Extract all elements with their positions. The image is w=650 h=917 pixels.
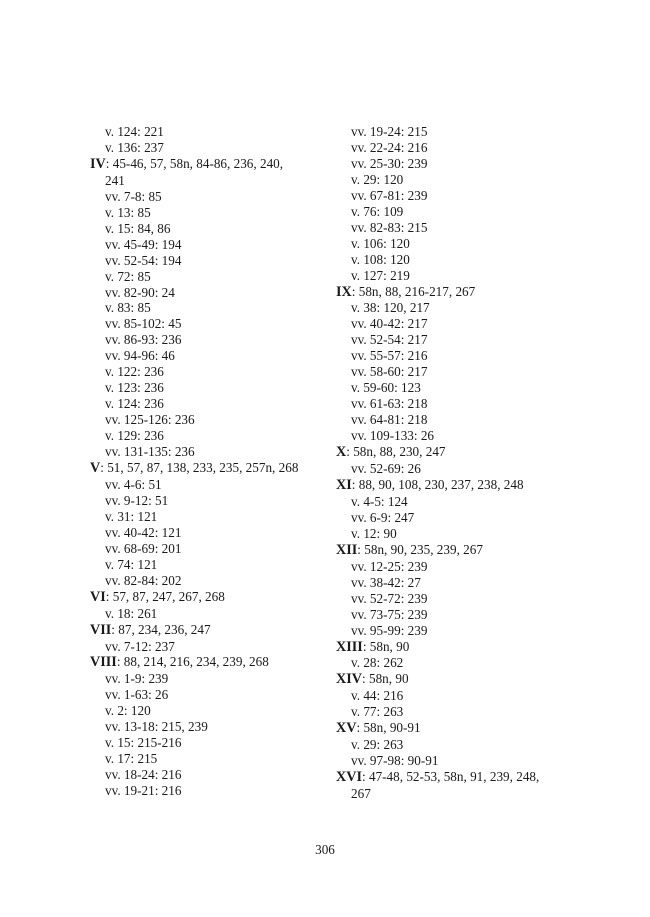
index-subentry: v. 124: 221	[105, 124, 164, 139]
index-subentry: vv. 52-54: 194	[105, 252, 182, 268]
heading-page-refs: : 58n, 88, 216-217, 267	[351, 283, 476, 299]
canto-numeral: VI	[90, 588, 106, 605]
index-subentry: vv. 40-42: 217	[351, 316, 428, 332]
index-subentry: vv. 45-49: 194	[105, 236, 182, 252]
heading-page-refs: : 58n, 90, 235, 239, 267	[357, 541, 483, 557]
index-heading-entry	[336, 444, 581, 461]
index-subentry: vv. 9-12: 51	[105, 492, 169, 508]
canto-numeral: XII	[336, 541, 358, 558]
index-subentry: v. 18: 261	[105, 605, 158, 621]
index-subentry: v. 83: 85	[105, 300, 151, 316]
canto-numeral: XIII	[336, 638, 363, 655]
index-heading-entry	[336, 769, 581, 786]
heading-page-refs: : 58n, 90-91	[356, 720, 421, 736]
canto-numeral: V	[90, 460, 101, 477]
canto-numeral: VII	[90, 621, 112, 638]
index-subentry: vv. 67-81: 239	[351, 187, 428, 203]
canto-numeral: X	[336, 444, 347, 461]
heading-page-refs: : 87, 234, 236, 247	[111, 621, 211, 637]
index-subentry: v. 124: 236	[105, 396, 164, 412]
index-subentry: vv. 97-98: 90-91	[351, 753, 439, 769]
index-subentry: vv. 68-69: 201	[105, 540, 182, 556]
index-heading-entry	[90, 654, 335, 671]
index-subentry: vv. 85-102: 45	[105, 316, 182, 332]
index-heading-entry	[336, 542, 581, 559]
index-heading-entry	[336, 720, 581, 737]
index-subentry: vv. 12-25: 239	[351, 558, 428, 574]
index-subentry: v. 15: 84, 86	[105, 220, 171, 236]
index-subentry: vv. 64-81: 218	[351, 412, 428, 428]
canto-numeral: XI	[336, 476, 352, 493]
index-subentry: v. 74: 121	[105, 556, 158, 572]
index-subentry: v. 4-5: 124	[351, 493, 408, 509]
index-subentry: v. 59-60: 123	[351, 380, 421, 396]
index-column-left	[90, 124, 335, 799]
index-subentry: vv. 1-9: 239	[105, 671, 169, 687]
index-subentry: vv. 55-57: 216	[351, 348, 428, 364]
index-subentry: v. 12: 90	[351, 525, 397, 541]
index-continuation-line: 267	[351, 786, 371, 802]
index-subentry: v. 127: 219	[351, 267, 410, 283]
index-heading-entry	[90, 156, 335, 173]
heading-page-refs: : 88, 90, 108, 230, 237, 238, 248	[351, 476, 524, 492]
index-subentry: v. 122: 236	[105, 364, 164, 380]
index-subentry: v. 17: 215	[105, 751, 158, 767]
heading-page-refs: : 58n, 90	[362, 671, 409, 687]
index-subentry: v. 77: 263	[351, 704, 404, 720]
index-subentry: v. 72: 85	[105, 268, 151, 284]
heading-page-refs: : 57, 87, 247, 267, 268	[105, 588, 225, 604]
index-subentry: v. 129: 236	[105, 428, 164, 444]
index-heading-entry	[336, 477, 581, 494]
index-subentry: v. 31: 121	[105, 508, 158, 524]
index-subentry: vv. 73-75: 239	[351, 606, 428, 622]
index-subentry: vv. 38-42: 27	[351, 574, 421, 590]
index-subentry: v. 29: 263	[351, 737, 404, 753]
index-subentry: vv. 58-60: 217	[351, 364, 428, 380]
index-heading-entry	[336, 671, 581, 688]
index-subentry: vv. 52-54: 217	[351, 332, 428, 348]
index-subentry: vv. 131-135: 236	[105, 444, 195, 460]
index-continuation-line: 241	[105, 172, 125, 188]
canto-numeral: XV	[336, 720, 357, 737]
index-subentry: v. 136: 237	[105, 139, 164, 155]
index-heading-entry	[90, 622, 335, 639]
index-subentry: vv. 7-12: 237	[105, 638, 175, 654]
index-column-right	[336, 124, 581, 802]
index-subentry: vv. 125-126: 236	[105, 412, 195, 428]
index-heading-entry	[336, 284, 581, 301]
index-subentry: vv. 19-21: 216	[105, 783, 182, 799]
index-subentry: v. 106: 120	[351, 235, 410, 251]
index-subentry: vv. 25-30: 239	[351, 155, 428, 171]
canto-numeral: IX	[336, 283, 352, 300]
index-subentry: v. 2: 120	[105, 703, 151, 719]
index-subentry: vv. 109-133: 26	[351, 428, 435, 444]
index-subentry: vv. 95-99: 239	[351, 622, 428, 638]
heading-page-refs: : 58n, 88, 230, 247	[346, 444, 446, 460]
page-number: 306	[315, 842, 335, 857]
index-subentry: vv. 52-72: 239	[351, 590, 428, 606]
heading-page-refs: : 58n, 90	[362, 638, 410, 654]
heading-page-refs: : 45-46, 57, 58n, 84-86, 236, 240,	[105, 155, 284, 171]
index-subentry: vv. 86-93: 236	[105, 332, 182, 348]
index-subentry: vv. 82-83: 215	[351, 219, 428, 235]
heading-page-refs: : 88, 214, 216, 234, 239, 268	[116, 654, 269, 670]
index-subentry: v. 76: 109	[351, 203, 404, 219]
index-subentry: vv. 82-84: 202	[105, 572, 182, 588]
index-subentry: v. 15: 215-216	[105, 735, 182, 751]
index-subentry: vv. 4-6: 51	[105, 476, 162, 492]
index-subentry: v. 13: 85	[105, 204, 151, 220]
index-subentry: vv. 40-42: 121	[105, 524, 182, 540]
index-subentry: vv. 19-24: 215	[351, 124, 428, 139]
index-subentry: vv. 52-69: 26	[351, 461, 421, 477]
canto-numeral: IV	[90, 155, 106, 172]
index-subentry: v. 108: 120	[351, 251, 410, 267]
index-subentry: v. 44: 216	[351, 688, 404, 704]
canto-numeral: XVI	[336, 769, 363, 786]
index-subentry: vv. 61-63: 218	[351, 396, 428, 412]
heading-page-refs: : 47-48, 52-53, 58n, 91, 239, 248,	[362, 769, 540, 785]
index-subentry: v. 28: 262	[351, 655, 404, 671]
index-subentry: v. 123: 236	[105, 380, 164, 396]
index-subentry: vv. 1-63: 26	[105, 687, 169, 703]
canto-numeral: XIV	[336, 671, 363, 688]
index-heading-entry	[90, 589, 335, 606]
index-heading-entry	[90, 460, 335, 477]
index-subentry: vv. 18-24: 216	[105, 767, 182, 783]
index-subentry: vv. 13-18: 215, 239	[105, 719, 208, 735]
index-subentry: vv. 7-8: 85	[105, 188, 162, 204]
index-subentry: vv. 94-96: 46	[105, 348, 175, 364]
heading-page-refs: : 51, 57, 87, 138, 233, 235, 257n, 268	[100, 460, 299, 476]
index-heading-entry	[336, 639, 581, 656]
index-subentry: v. 29: 120	[351, 171, 404, 187]
index-subentry: vv. 6-9: 247	[351, 509, 415, 525]
index-subentry: vv. 82-90: 24	[105, 284, 175, 300]
index-subentry: vv. 22-24: 216	[351, 139, 428, 155]
index-subentry: v. 38: 120, 217	[351, 300, 430, 316]
canto-numeral: VIII	[90, 654, 117, 671]
